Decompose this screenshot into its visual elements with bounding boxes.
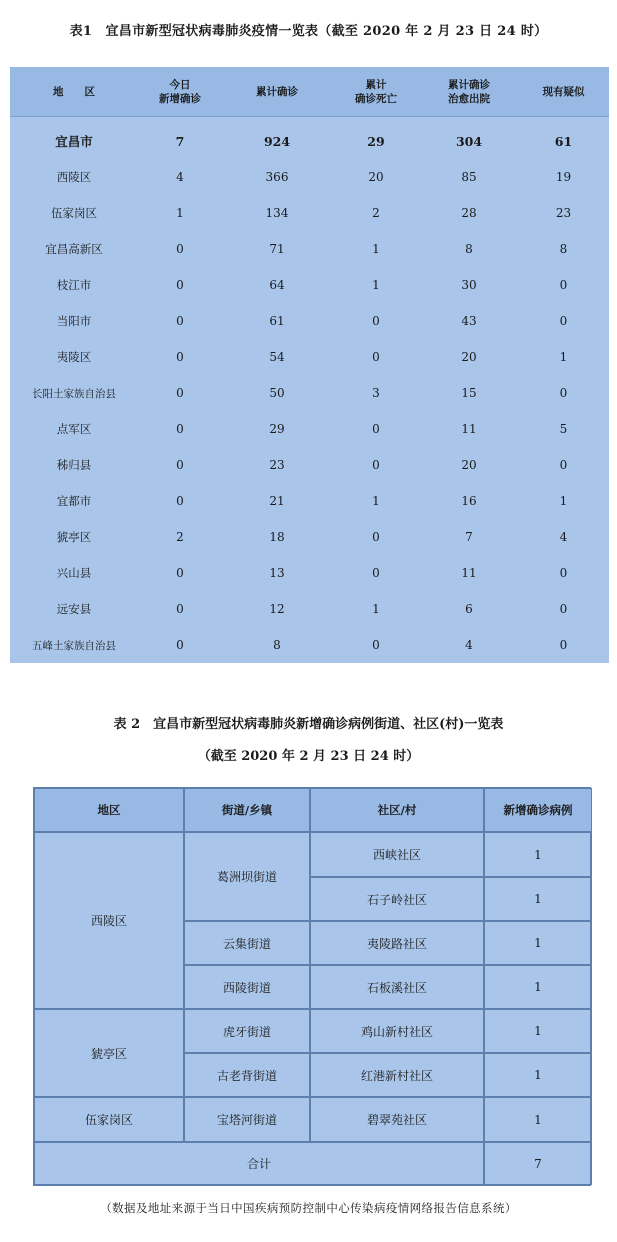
table1-cell-cumulative-recovered: 20 [461, 350, 477, 364]
table2-header-community: 社区/村 [310, 788, 484, 832]
table2-community: 西峡社区 [310, 832, 484, 877]
table2-street: 西陵街道 [184, 965, 310, 1009]
table1-cell-cumulative-confirmed: 64 [269, 278, 285, 292]
table1-cell-cumulative-deaths: 1 [372, 494, 380, 508]
table1-cell-cumulative-deaths: 2 [372, 206, 380, 220]
footnote: （数据及地址来源于当日中国疾病预防控制中心传染病疫情网络报告信息系统） [100, 1201, 517, 1215]
table1-row [10, 591, 609, 627]
table1-cell-region: 宜昌高新区 [45, 242, 103, 256]
table1-cell-cumulative-recovered: 6 [465, 602, 473, 616]
table1-cell-cumulative-recovered: 15 [461, 386, 477, 400]
table1-cell-suspected: 0 [559, 314, 568, 328]
table1-cell-cumulative-recovered: 30 [461, 278, 477, 292]
table1-cell-suspected: 61 [554, 133, 573, 149]
table1-cell-new-confirmed: 1 [176, 206, 184, 220]
table1-row [10, 123, 609, 159]
table1-header-cumulative-confirmed: 累计确诊 [256, 85, 298, 98]
table1-body [10, 117, 609, 663]
table1-cell-cumulative-confirmed: 61 [269, 314, 285, 328]
table1-cell-suspected: 4 [559, 530, 568, 544]
table1-cell-cumulative-deaths: 0 [372, 314, 380, 328]
table1-row [10, 519, 609, 555]
table1-cell-cumulative-recovered: 7 [465, 530, 473, 544]
table2-district: 猇亭区 [34, 1009, 184, 1097]
table1-cell-suspected: 23 [555, 206, 572, 220]
table1-cell-new-confirmed: 0 [176, 458, 184, 472]
table2-community: 碧翠苑社区 [310, 1097, 484, 1142]
table2-title: 表 2 宜昌市新型冠状病毒肺炎新增确诊病例街道、社区(村)一览表 [113, 717, 504, 732]
table1-row [10, 195, 609, 231]
table1-cell-region: 远安县 [56, 602, 92, 616]
table1-cell-cumulative-recovered: 43 [461, 314, 477, 328]
table1-cell-new-confirmed: 0 [176, 638, 184, 652]
table1-cell-suspected: 0 [559, 602, 568, 616]
table1-header-suspected: 现有疑似 [542, 85, 585, 98]
table1-cell-suspected: 0 [559, 566, 568, 580]
table1-cell-new-confirmed: 0 [176, 278, 184, 292]
table1-header-region: 地 区 [53, 85, 95, 98]
table1-cell-suspected: 0 [559, 458, 568, 472]
table2-header-new-cases: 新增确诊病例 [484, 788, 592, 832]
table1-row [10, 267, 609, 303]
table1-cell-cumulative-recovered: 20 [461, 458, 477, 472]
table1-row [10, 159, 609, 195]
table1-cell-cumulative-confirmed: 21 [269, 494, 285, 508]
table2-street: 虎牙街道 [184, 1009, 310, 1053]
table1-header-cumulative-deaths: 累计 确诊死亡 [355, 78, 397, 105]
table1-cell-cumulative-deaths: 0 [372, 530, 380, 544]
table1-cell-new-confirmed: 7 [175, 133, 185, 149]
table1-cell-new-confirmed: 0 [176, 422, 184, 436]
table1-cell-suspected: 1 [559, 350, 568, 364]
table1-cell-suspected: 19 [555, 170, 572, 184]
table1-cell-new-confirmed: 0 [176, 602, 184, 616]
table1-cell-region: 夷陵区 [56, 350, 92, 364]
table2-district: 伍家岗区 [34, 1097, 184, 1142]
table1-cell-region: 宜都市 [56, 494, 92, 508]
table1-cell-new-confirmed: 0 [176, 494, 184, 508]
table1-cell-suspected: 0 [559, 386, 568, 400]
table1-cell-cumulative-confirmed: 366 [265, 170, 289, 184]
table1-cell-cumulative-confirmed: 29 [269, 422, 285, 436]
table1-cell-cumulative-confirmed: 13 [269, 566, 285, 580]
table2-subtitle: （截至 2020 年 2 月 23 日 24 时） [197, 749, 420, 764]
table1-cell-region: 兴山县 [56, 566, 92, 580]
table1-cell-cumulative-recovered: 11 [461, 566, 477, 580]
table2-community: 石子岭社区 [310, 877, 484, 921]
table1-header-new-confirmed: 今日 新增确诊 [159, 78, 201, 105]
table2-count: 1 [484, 921, 592, 965]
table1-row [10, 303, 609, 339]
table1-cell-suspected: 5 [559, 422, 568, 436]
table2 [33, 787, 591, 1186]
table1-cell-region: 秭归县 [56, 458, 92, 472]
table1-row [10, 231, 609, 267]
table1-cell-cumulative-deaths: 0 [372, 458, 380, 472]
table2-community: 鸡山新村社区 [310, 1009, 484, 1053]
table2-count: 1 [484, 1097, 592, 1142]
table1-cell-region: 宜昌市 [55, 134, 93, 149]
table1-cell-region: 五峰土家族自治县 [32, 639, 116, 652]
table2-street: 古老背街道 [184, 1053, 310, 1097]
table1-cell-cumulative-recovered: 11 [461, 422, 477, 436]
table1 [10, 67, 609, 663]
table1-cell-cumulative-deaths: 29 [367, 133, 385, 149]
table2-header-region: 地区 [34, 788, 184, 832]
table2-street: 云集街道 [184, 921, 310, 965]
table1-cell-new-confirmed: 2 [176, 530, 184, 544]
table2-count: 1 [484, 1053, 592, 1097]
table1-cell-new-confirmed: 0 [176, 242, 184, 256]
table1-title: 表1 宜昌市新型冠状病毒肺炎疫情一览表（截至 2020 年 2 月 23 日 24 时） [69, 24, 548, 39]
table1-cell-cumulative-deaths: 1 [372, 278, 380, 292]
table1-cell-cumulative-deaths: 1 [372, 602, 380, 616]
table1-cell-new-confirmed: 4 [176, 170, 184, 184]
table1-row [10, 339, 609, 375]
table1-cell-cumulative-deaths: 0 [372, 350, 380, 364]
table1-cell-region: 伍家岗区 [51, 206, 97, 220]
table1-cell-cumulative-confirmed: 18 [269, 530, 285, 544]
table2-district: 西陵区 [34, 832, 184, 1009]
table1-cell-cumulative-recovered: 4 [465, 638, 473, 652]
table2-count: 1 [484, 832, 592, 877]
table1-cell-cumulative-confirmed: 23 [269, 458, 285, 472]
table1-cell-cumulative-confirmed: 924 [263, 133, 291, 149]
table1-cell-new-confirmed: 0 [176, 350, 184, 364]
table1-cell-cumulative-deaths: 20 [368, 170, 384, 184]
table2-total-label: 合计 [34, 1142, 484, 1185]
table2-community: 夷陵路社区 [310, 921, 484, 965]
table1-cell-cumulative-deaths: 0 [372, 422, 380, 436]
table1-cell-suspected: 0 [559, 638, 568, 652]
table1-header-row [10, 67, 609, 117]
table1-row [10, 555, 609, 591]
table2-header-street: 街道/乡镇 [184, 788, 310, 832]
table2-street: 葛洲坝街道 [184, 832, 310, 921]
table2-street: 宝塔河街道 [184, 1097, 310, 1142]
table1-cell-suspected: 1 [559, 494, 568, 508]
table1-cell-cumulative-recovered: 28 [461, 206, 477, 220]
table2-count: 1 [484, 965, 592, 1009]
table1-cell-cumulative-confirmed: 71 [269, 242, 285, 256]
table1-cell-cumulative-confirmed: 12 [269, 602, 285, 616]
table1-row [10, 411, 609, 447]
table1-row [10, 627, 609, 663]
table1-cell-cumulative-confirmed: 50 [269, 386, 285, 400]
table1-cell-cumulative-deaths: 0 [372, 566, 380, 580]
table1-cell-suspected: 0 [559, 278, 568, 292]
table2-community: 石板溪社区 [310, 965, 484, 1009]
table1-cell-cumulative-confirmed: 8 [273, 638, 281, 652]
table1-cell-region: 当阳市 [56, 314, 92, 328]
table1-cell-new-confirmed: 0 [176, 566, 184, 580]
table2-count: 1 [484, 1009, 592, 1053]
table1-cell-region: 点军区 [56, 422, 92, 436]
table1-row [10, 375, 609, 411]
table1-cell-cumulative-deaths: 1 [372, 242, 380, 256]
table2-total-value: 7 [484, 1142, 592, 1185]
table1-cell-cumulative-confirmed: 54 [269, 350, 285, 364]
table1-cell-cumulative-deaths: 3 [372, 386, 380, 400]
table2-count: 1 [484, 877, 592, 921]
table1-header-cumulative-recovered: 累计确诊 治愈出院 [448, 78, 490, 105]
table1-cell-region: 猇亭区 [56, 530, 92, 544]
table1-cell-cumulative-recovered: 304 [455, 133, 483, 149]
table2-community: 红港新村社区 [310, 1053, 484, 1097]
table1-cell-cumulative-recovered: 8 [465, 242, 473, 256]
table1-row [10, 483, 609, 519]
table1-cell-region: 长阳土家族自治县 [32, 387, 116, 400]
table1-cell-cumulative-deaths: 0 [372, 638, 380, 652]
table1-cell-cumulative-confirmed: 134 [265, 206, 289, 220]
table1-cell-suspected: 8 [559, 242, 568, 256]
table1-cell-region: 西陵区 [56, 170, 92, 184]
table1-row [10, 447, 609, 483]
table1-cell-region: 枝江市 [56, 278, 92, 292]
table1-cell-cumulative-recovered: 85 [461, 170, 477, 184]
table1-cell-new-confirmed: 0 [176, 386, 184, 400]
table1-cell-cumulative-recovered: 16 [461, 494, 477, 508]
table1-cell-new-confirmed: 0 [176, 314, 184, 328]
